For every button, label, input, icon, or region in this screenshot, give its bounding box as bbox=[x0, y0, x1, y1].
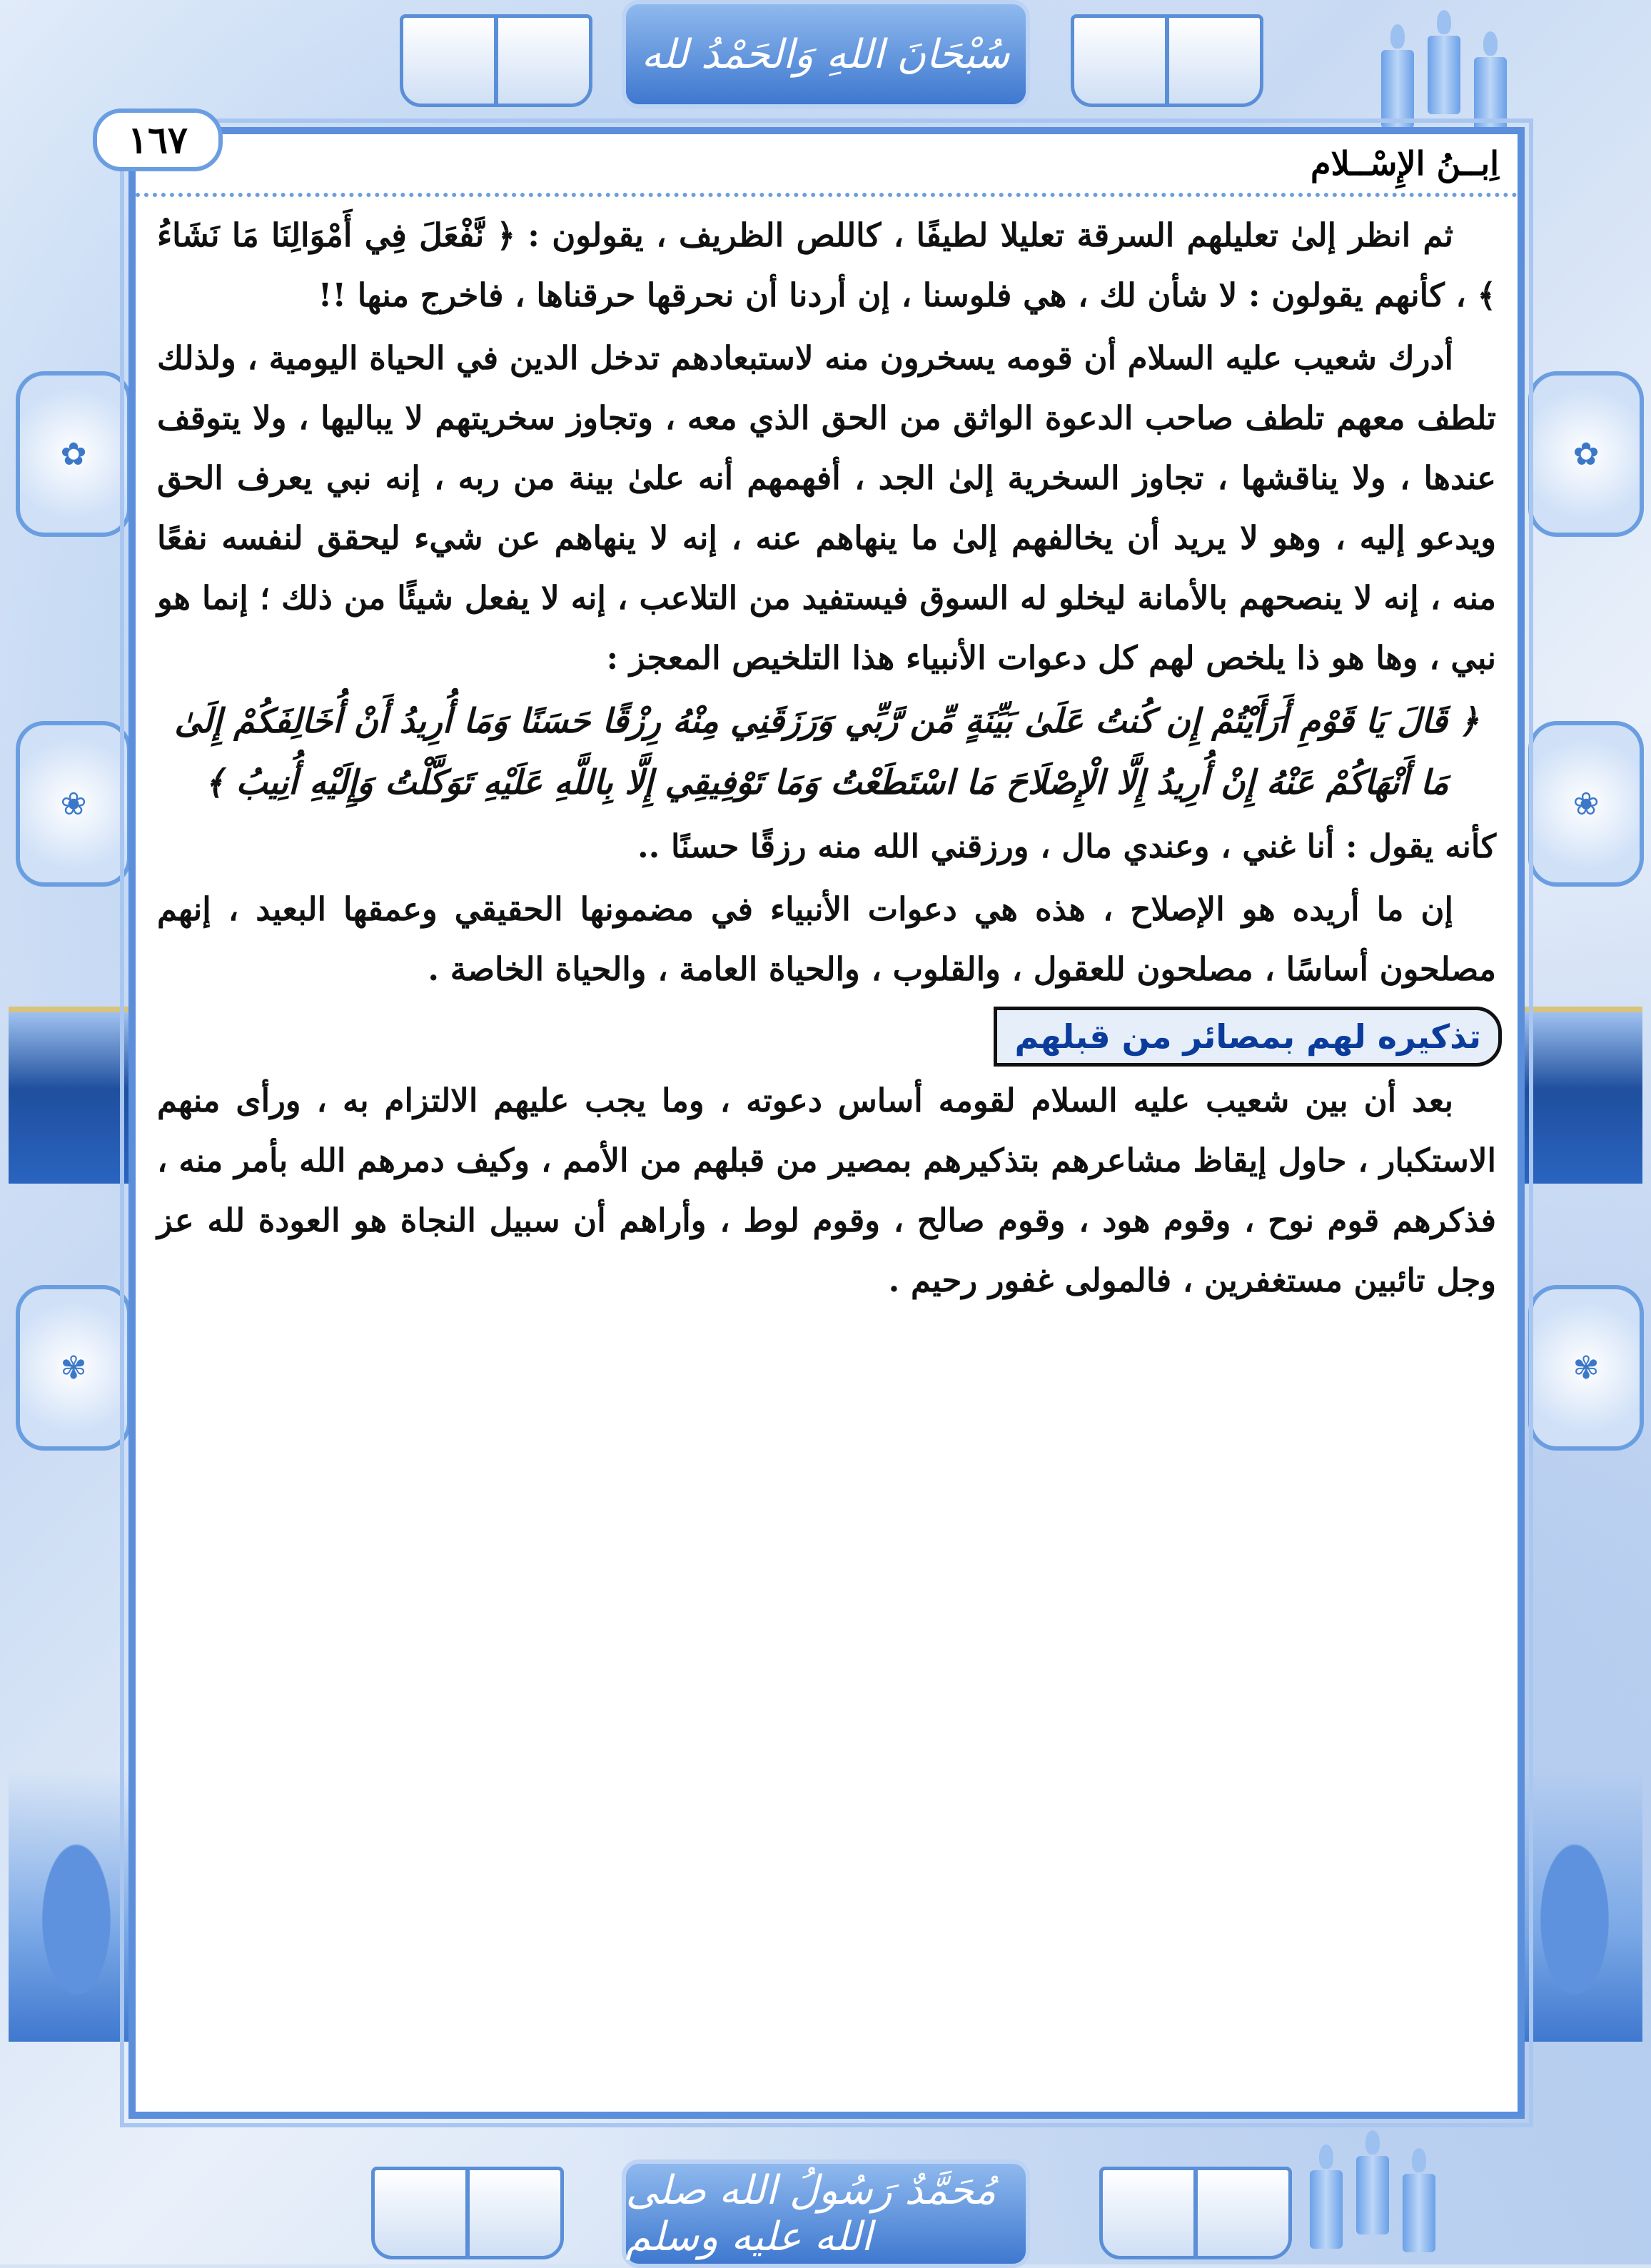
page-body bbox=[157, 206, 1496, 2083]
open-book-ornament-bottom-right bbox=[1099, 2167, 1292, 2259]
open-book-ornament-top-left bbox=[400, 14, 592, 107]
mosque-image bbox=[1507, 1770, 1642, 2042]
paragraph: إن ما أريده هو الإصلاح ، هذه هي دعوات الأنبياء في مضمونها الحقيقي وعمقها البعيد ، إنهم مصلحون أساسًا ، مصلحون للعقول ، والقلوب ، والحياة العامة ، والحياة الخاصة . bbox=[157, 890, 1496, 988]
right-decorative-panel bbox=[1521, 128, 1642, 2142]
running-header bbox=[136, 134, 1518, 197]
calligraphy-medallion: ❀ bbox=[16, 721, 131, 887]
kaaba-image bbox=[9, 1007, 130, 1184]
bottom-banner: مُحَمَّدٌ رَسُولُ الله صلى الله عليه وسلم bbox=[622, 2159, 1030, 2268]
candle-ornament bbox=[1310, 2170, 1343, 2249]
text-frame bbox=[128, 127, 1525, 2119]
open-book-ornament-top-right bbox=[1071, 14, 1263, 107]
quran-verse: ﴿ قَالَ يَا قَوْمِ أَرَأَيْتُمْ إِن كُنتُ عَلَىٰ بَيِّنَةٍ مِّن رَّبِّي وَرَزَقَنِي مِنْهُ رِزْقًا حَسَنًا وَمَا أُرِيدُ أَنْ أُخَالِفَكُمْ إِلَىٰ مَا أَنْهَاكُمْ عَنْهُ إِنْ أُرِيدُ إِلَّا الْإِصْلَاحَ مَا اسْتَطَعْتُ وَمَا تَوْفِيقِي إِلَّا بِاللَّهِ عَلَيْهِ تَوَكَّلْتُ وَإِلَيْهِ أُنِيبُ ﴾ bbox=[174, 702, 1479, 802]
calligraphy-medallion: ✿ bbox=[1528, 371, 1644, 537]
candle-ornament bbox=[1474, 57, 1507, 136]
page-number: ١٦٧ bbox=[93, 109, 223, 171]
paragraph: أدرك شعيب عليه السلام أن قومه يسخرون منه لاستبعادهم تدخل الدين في الحياة اليومية ، ولذلك تلطف معهم تلطف صاحب الدعوة الواثق من الحق الذي معه ، وتجاوز سخريتهم لا يباليها ، ولا يتوقف عندها ، ولا يناقشها ، تجاوز السخرية إلىٰ الجد ، أفهمهم أنه علىٰ بينة من ربه ، إنه نبي يعرف الحق ويدعو إليه ، وهو لا يريد أن يخالفهم إلىٰ ما ينهاهم عنه ، إنه لا ينهاهم عن شيء ليحقق لنفسه نفعًا منه ، إنه لا ينصحهم بالأمانة ليخلو له السوق فيستفيد من التلاعب ، إنه لا يفعل شيئًا من ذلك ؛ إنما هو نبي ، وها هو ذا يلخص لهم كل دعوات الأنبياء هذا التلخيص المعجز : bbox=[157, 339, 1496, 677]
calligraphy-medallion: ❀ bbox=[1528, 721, 1644, 887]
kaaba-image bbox=[1521, 1007, 1642, 1184]
book-title: اِبــنُ الإِسْــلام bbox=[1310, 144, 1499, 183]
open-book-ornament-bottom-left bbox=[371, 2167, 564, 2259]
paragraph: بعد أن بين شعيب عليه السلام لقومه أساس دعوته ، وما يجب عليهم الالتزام به ، ورأى منهم الاستكبار ، حاول إيقاظ مشاعرهم بتذكيرهم بمصير من قبلهم من الأمم ، وكيف دمرهم الله بأمر منه ، فذكرهم قوم نوح ، وقوم هود ، وقوم صالح ، وقوم لوط ، وأراهم أن سبيل النجاة هو العودة لله عز وجل تائبين مستغفرين ، فالمولى غفور رحيم . bbox=[157, 1082, 1496, 1299]
calligraphy-medallion: ✿ bbox=[16, 371, 131, 537]
calligraphy-medallion: ✾ bbox=[16, 1285, 131, 1451]
paragraph: ثم انظر إلىٰ تعليلهم السرقة تعليلا لطيفًا ، كاللص الظريف ، يقولون : ﴿ نَّفْعَلَ فِي أَمْوَالِنَا مَا نَشَاءُ ﴾ ، كأنهم يقولون : لا شأن لك ، هي فلوسنا ، إن أردنا أن نحرقها حرقناها ، فاخرج منها !! bbox=[157, 216, 1496, 314]
left-decorative-panel bbox=[9, 128, 130, 2142]
candle-ornament bbox=[1356, 2156, 1389, 2234]
mosque-image bbox=[9, 1770, 144, 2042]
section-heading: تذكيره لهم بمصائر من قبلهم bbox=[994, 1007, 1502, 1067]
top-banner: سُبْحَانَ اللهِ وَالحَمْدُ لله bbox=[622, 0, 1030, 109]
calligraphy-medallion: ✾ bbox=[1528, 1285, 1644, 1451]
candle-ornament bbox=[1381, 50, 1414, 128]
candle-ornament bbox=[1403, 2174, 1435, 2252]
candle-ornament bbox=[1428, 36, 1460, 114]
paragraph: كأنه يقول : أنا غني ، وعندي مال ، ورزقني الله منه رزقًا حسنًا .. bbox=[637, 827, 1496, 865]
